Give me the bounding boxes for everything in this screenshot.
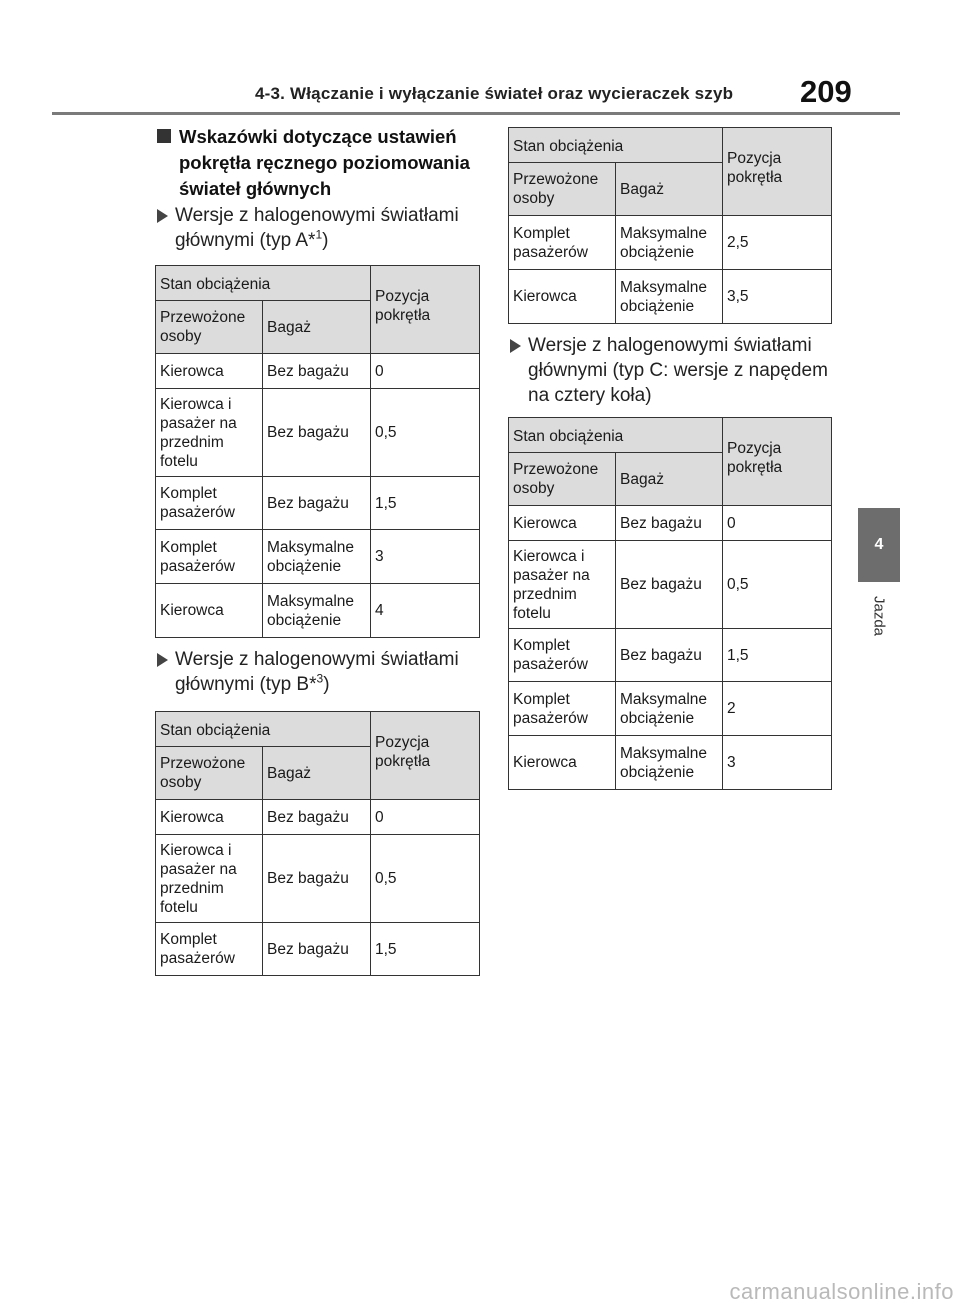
header-dial-position: Pozycja pokrętła — [723, 128, 832, 216]
table-row — [509, 736, 832, 790]
position-cell: 0 — [371, 354, 480, 389]
header-occupants: Przewożone osoby — [509, 163, 616, 216]
triangle-bullet-icon — [157, 209, 168, 223]
table-row — [509, 506, 832, 541]
occupants-cell: Kierowca — [509, 736, 616, 790]
luggage-cell: Bez bagażu — [616, 541, 723, 629]
table-row — [156, 835, 480, 923]
page-header-title: 4-3. Włączanie i wyłączanie świateł oraz wycieraczek szyb — [255, 84, 734, 103]
header-occupants: Przewożone osoby — [509, 453, 616, 506]
header-load-state: Stan obciążenia — [509, 418, 723, 453]
table-b-part-2 — [508, 127, 832, 324]
chapter-label: Jazda — [870, 596, 888, 637]
footer-watermark[interactable]: carmanualsonline.info — [729, 1279, 954, 1304]
table-c-caption — [510, 333, 840, 408]
header-rule — [52, 112, 900, 115]
table-b-caption-text: Wersje z halogenowymi światłami głównymi (typ B*$^3$) — [175, 649, 459, 695]
triangle-bullet-icon — [157, 653, 168, 667]
luggage-cell: Maksymalne obciążenie — [616, 270, 723, 324]
occupants-cell: Kierowca i pasażer na przednim fotelu — [156, 835, 263, 923]
table-a — [155, 265, 480, 638]
position-cell: 4 — [371, 584, 480, 638]
luggage-cell: Bez bagażu — [616, 629, 723, 682]
position-cell: 0 — [723, 506, 832, 541]
occupants-cell: Komplet pasażerów — [509, 682, 616, 736]
position-cell: 3 — [371, 530, 480, 584]
position-cell: 1,5 — [371, 923, 480, 976]
table-row — [156, 800, 480, 835]
table-row — [509, 682, 832, 736]
table-row — [509, 270, 832, 324]
luggage-cell: Bez bagażu — [263, 835, 371, 923]
header-luggage: Bagaż — [616, 453, 723, 506]
table-row — [156, 389, 480, 477]
header-load-state: Stan obciążenia — [156, 712, 371, 747]
occupants-cell: Kierowca — [509, 506, 616, 541]
table-c-caption-text: Wersje z halogenowymi światłami głównymi (typ C: wersje z napędem na cztery koła) — [528, 335, 828, 406]
luggage-cell: Maksymalne obciążenie — [616, 736, 723, 790]
position-cell: 1,5 — [371, 477, 480, 530]
position-cell: 3,5 — [723, 270, 832, 324]
table-a-caption-text: Wersje z halogenowymi światłami głównymi (typ A*$^1$) — [175, 205, 459, 251]
luggage-cell: Maksymalne obciążenie — [616, 682, 723, 736]
position-cell: 0,5 — [723, 541, 832, 629]
header-dial-position: Pozycja pokrętła — [371, 266, 480, 354]
position-cell: 1,5 — [723, 629, 832, 682]
occupants-cell: Komplet pasażerów — [509, 216, 616, 270]
table-row — [156, 584, 480, 638]
occupants-cell: Kierowca i pasażer na przednim fotelu — [509, 541, 616, 629]
section-heading — [157, 124, 487, 202]
luggage-cell: Maksymalne obciążenie — [616, 216, 723, 270]
luggage-cell: Bez bagażu — [263, 923, 371, 976]
header-luggage: Bagaż — [263, 747, 371, 800]
position-cell: 0 — [371, 800, 480, 835]
table-b-caption — [157, 647, 487, 697]
header-luggage: Bagaż — [263, 301, 371, 354]
luggage-cell: Bez bagażu — [263, 389, 371, 477]
table-b-part-1 — [155, 711, 480, 976]
luggage-cell: Bez bagażu — [616, 506, 723, 541]
table-row — [156, 923, 480, 976]
header-occupants: Przewożone osoby — [156, 747, 263, 800]
luggage-cell: Maksymalne obciążenie — [263, 530, 371, 584]
table-row — [156, 354, 480, 389]
table-row — [509, 629, 832, 682]
occupants-cell: Komplet pasażerów — [156, 530, 263, 584]
page-number: 209 — [800, 74, 852, 109]
occupants-cell: Kierowca — [156, 800, 263, 835]
luggage-cell: Bez bagażu — [263, 354, 371, 389]
luggage-cell: Bez bagażu — [263, 477, 371, 530]
occupants-cell: Komplet pasażerów — [156, 477, 263, 530]
header-dial-position: Pozycja pokrętła — [723, 418, 832, 506]
position-cell: 2 — [723, 682, 832, 736]
header-load-state: Stan obciążenia — [156, 266, 371, 301]
table-row — [509, 541, 832, 629]
occupants-cell: Komplet pasażerów — [156, 923, 263, 976]
luggage-cell: Bez bagażu — [263, 800, 371, 835]
table-row — [509, 216, 832, 270]
section-heading-text: Wskazówki dotyczące ustawień pokrętła ręcznego poziomowania świateł głównych — [179, 126, 470, 199]
position-cell: 0,5 — [371, 389, 480, 477]
table-c — [508, 417, 832, 790]
position-cell: 0,5 — [371, 835, 480, 923]
header-occupants: Przewożone osoby — [156, 301, 263, 354]
header-luggage: Bagaż — [616, 163, 723, 216]
table-row — [156, 530, 480, 584]
chapter-tab[interactable]: 4 — [858, 508, 900, 582]
occupants-cell: Komplet pasażerów — [509, 629, 616, 682]
occupants-cell: Kierowca — [509, 270, 616, 324]
luggage-cell: Maksymalne obciążenie — [263, 584, 371, 638]
occupants-cell: Kierowca — [156, 354, 263, 389]
occupants-cell: Kierowca i pasażer na przednim fotelu — [156, 389, 263, 477]
header-dial-position: Pozycja pokrętła — [371, 712, 480, 800]
table-a-caption — [157, 203, 487, 253]
triangle-bullet-icon — [510, 339, 521, 353]
square-bullet-icon — [157, 129, 171, 143]
header-load-state: Stan obciążenia — [509, 128, 723, 163]
position-cell: 3 — [723, 736, 832, 790]
occupants-cell: Kierowca — [156, 584, 263, 638]
position-cell: 2,5 — [723, 216, 832, 270]
table-row — [156, 477, 480, 530]
